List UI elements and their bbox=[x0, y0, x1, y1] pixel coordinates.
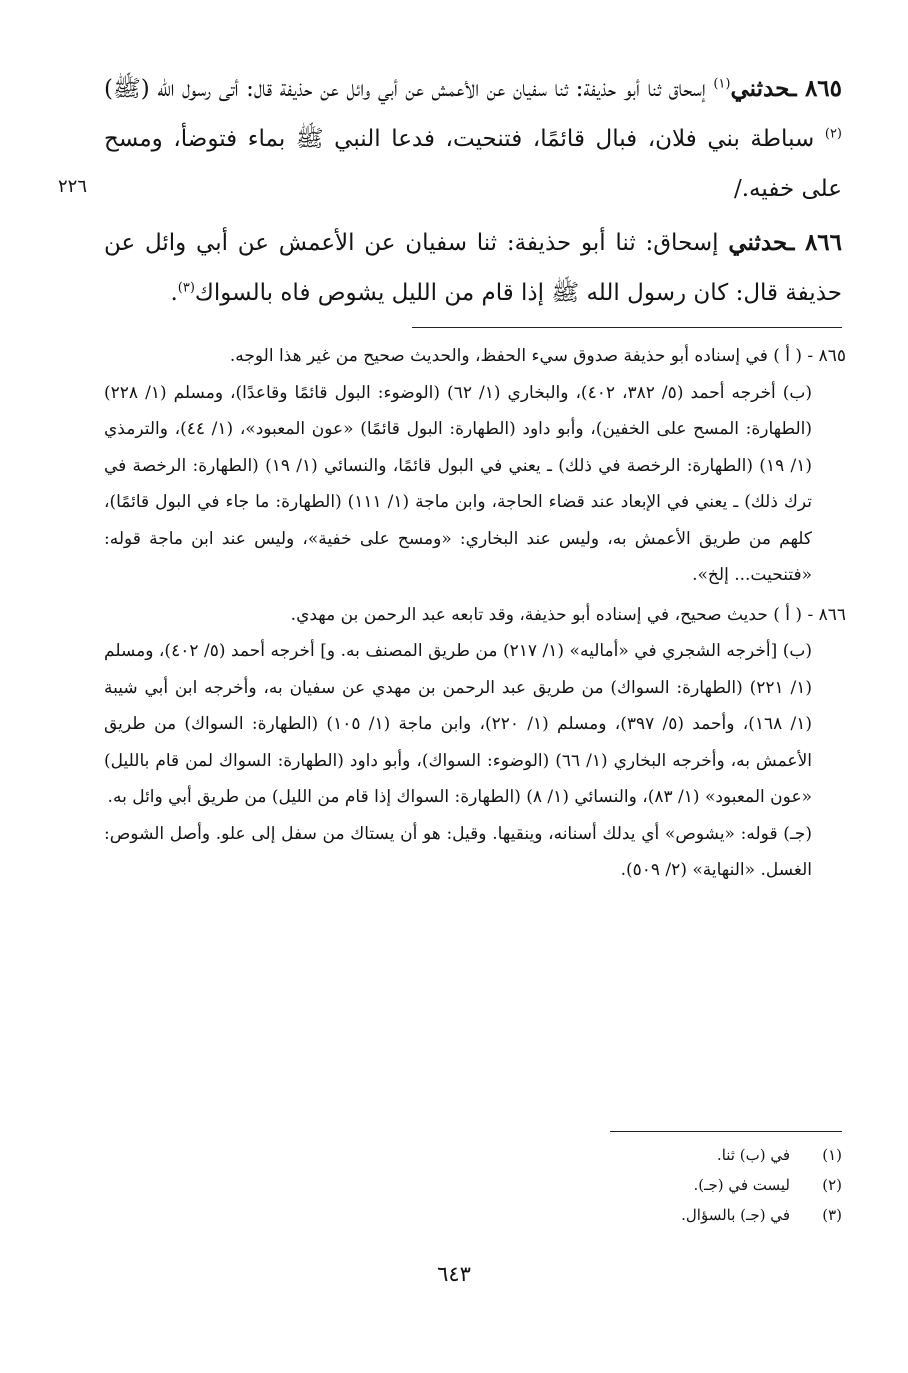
main-text bbox=[104, 64, 842, 318]
note-865-a: ٨٦٥ - ( أ ) في إسناده أبو حذيفة صدوق سيء الحفظ، والحديث صحيح من غير هذا الوجه. bbox=[229, 346, 846, 366]
footnote-text: في (جـ) بالسؤال. bbox=[681, 1206, 790, 1224]
footnote-item bbox=[420, 1170, 842, 1200]
footnote-number: (٣) bbox=[822, 1206, 842, 1224]
hadith-text-866-a: إسحاق: ثنا أبو حذيفة: ثنا سفيان عن الأعمش عن أبي وائل عن حذيفة قال: كان رسول الله ﷺ إذا قام من الليل يشوص فاه بالسواك bbox=[104, 230, 842, 306]
footnote-number: (١) bbox=[822, 1146, 842, 1164]
hadith-866 bbox=[104, 218, 842, 318]
hadith-opening-865: حدثني bbox=[730, 75, 790, 102]
footnote-ref-1: (١) bbox=[713, 76, 731, 92]
footnotes-separator bbox=[610, 1131, 842, 1132]
commentary-notes bbox=[104, 338, 846, 889]
hadith-text-865-a: إسحاق ثنا أبو حذيفة: ثنا سفيان عن الأعمش عن أبي وائل عن حذيفة قال: أتى رسول الله (ﷺ) bbox=[104, 76, 714, 102]
footnote-item bbox=[420, 1140, 842, 1170]
hadith-text-865-b: سباطة بني فلان، فبال قائمًا، فتنحيت، فدعا النبي ﷺ بماء فتوضأ، ومسح على خفيه./ bbox=[104, 126, 842, 202]
note-865-b: (ب) أخرجه أحمد (٥/ ٣٨٢، ٤٠٢)، والبخاري (١/ ٦٢) (الوضوء: البول قائمًا وقاعدًا)، ومسلم (١/ ٢٢٨) (الطهارة: المسح على الخفين)، وأبو داود (الطهارة: البول قائمًا) «عون المعبود»، (١/ ٤٤)، والترمذي (١/ ١٩) (الطهارة: الرخصة في ذلك) ـ يعني في البول قائمًا، والنسائي (١/ ١٩) (الطهارة: الرخصة في ترك ذلك) ـ يعني في الإبعاد عند قضاء الحاجة، وابن ماجة (١/ ١١١) (الطهارة: ما جاء في البول قائمًا)، كلهم من طريق الأعمش به، وليس عند البخاري: «ومسح على خفية»، وليس عند ابن ماجة قوله: «فتنحيت... إلخ». bbox=[104, 382, 813, 585]
note-866-a: ٨٦٦ - ( أ ) حديث صحيح، في إسناده أبو حذيفة، وقد تابعه عبد الرحمن بن مهدي. bbox=[290, 604, 846, 625]
footnote-ref-3: (٣) bbox=[177, 280, 195, 296]
footnote-number: (٢) bbox=[822, 1176, 842, 1194]
hadith-text-866-b: . bbox=[170, 280, 178, 306]
footnote-text: في (ب) ثنا. bbox=[716, 1146, 790, 1164]
page-number: ٦٤٣ bbox=[437, 1262, 471, 1286]
note-866-b: (ب) [أخرجه الشجري في «أماليه» (١/ ٢١٧) من طريق المصنف به. و] أخرجه أحمد (٥/ ٤٠٢)، ومسلم (١/ ٢٢١) (الطهارة: السواك) من طريق عبد الرحمن بن مهدي عن سفيان به، وأخرجه ابن أبي شيبة (١/ ١٦٨)، وأحمد (٥/ ٣٩٧)، ومسلم (١/ ٢٢٠)، وابن ماجة (١/ ١٠٥) (الطهارة: السواك) من طريق الأعمش به، وأخرجه البخاري (١/ ٦٦) (الوضوء: السواك)، وأبو داود (الطهارة: السواك لمن قام بالليل) «عون المعبود» (١/ ٨٣)، والنسائي (١/ ٨) (الطهارة: السواك إذا قام من الليل) من طريق أبي وائل به. bbox=[104, 641, 812, 807]
footnotes-list bbox=[420, 1140, 842, 1230]
hadith-number-865: ٨٦٥ ـ bbox=[789, 75, 842, 102]
hadith-865 bbox=[104, 64, 842, 214]
manuscript-folio-number: ٢٢٦ bbox=[58, 176, 88, 197]
hadith-number-866: ٨٦٦ ـ bbox=[787, 229, 843, 256]
footnote-ref-2: (٢) bbox=[824, 126, 842, 142]
note-866-c: (جـ) قوله: «يشوص» أي يدلك أسنانه، وينقيها. وقيل: هو أن يستاك من سفل إلى علو. وأصل الشوص: الغسل. «النهاية» (٢/ ٥٠٩). bbox=[104, 823, 812, 880]
footnote-text: ليست في (جـ). bbox=[693, 1176, 790, 1194]
notes-separator bbox=[412, 327, 842, 328]
footnote-item bbox=[420, 1200, 842, 1230]
hadith-opening-866: حدثني bbox=[728, 229, 788, 256]
